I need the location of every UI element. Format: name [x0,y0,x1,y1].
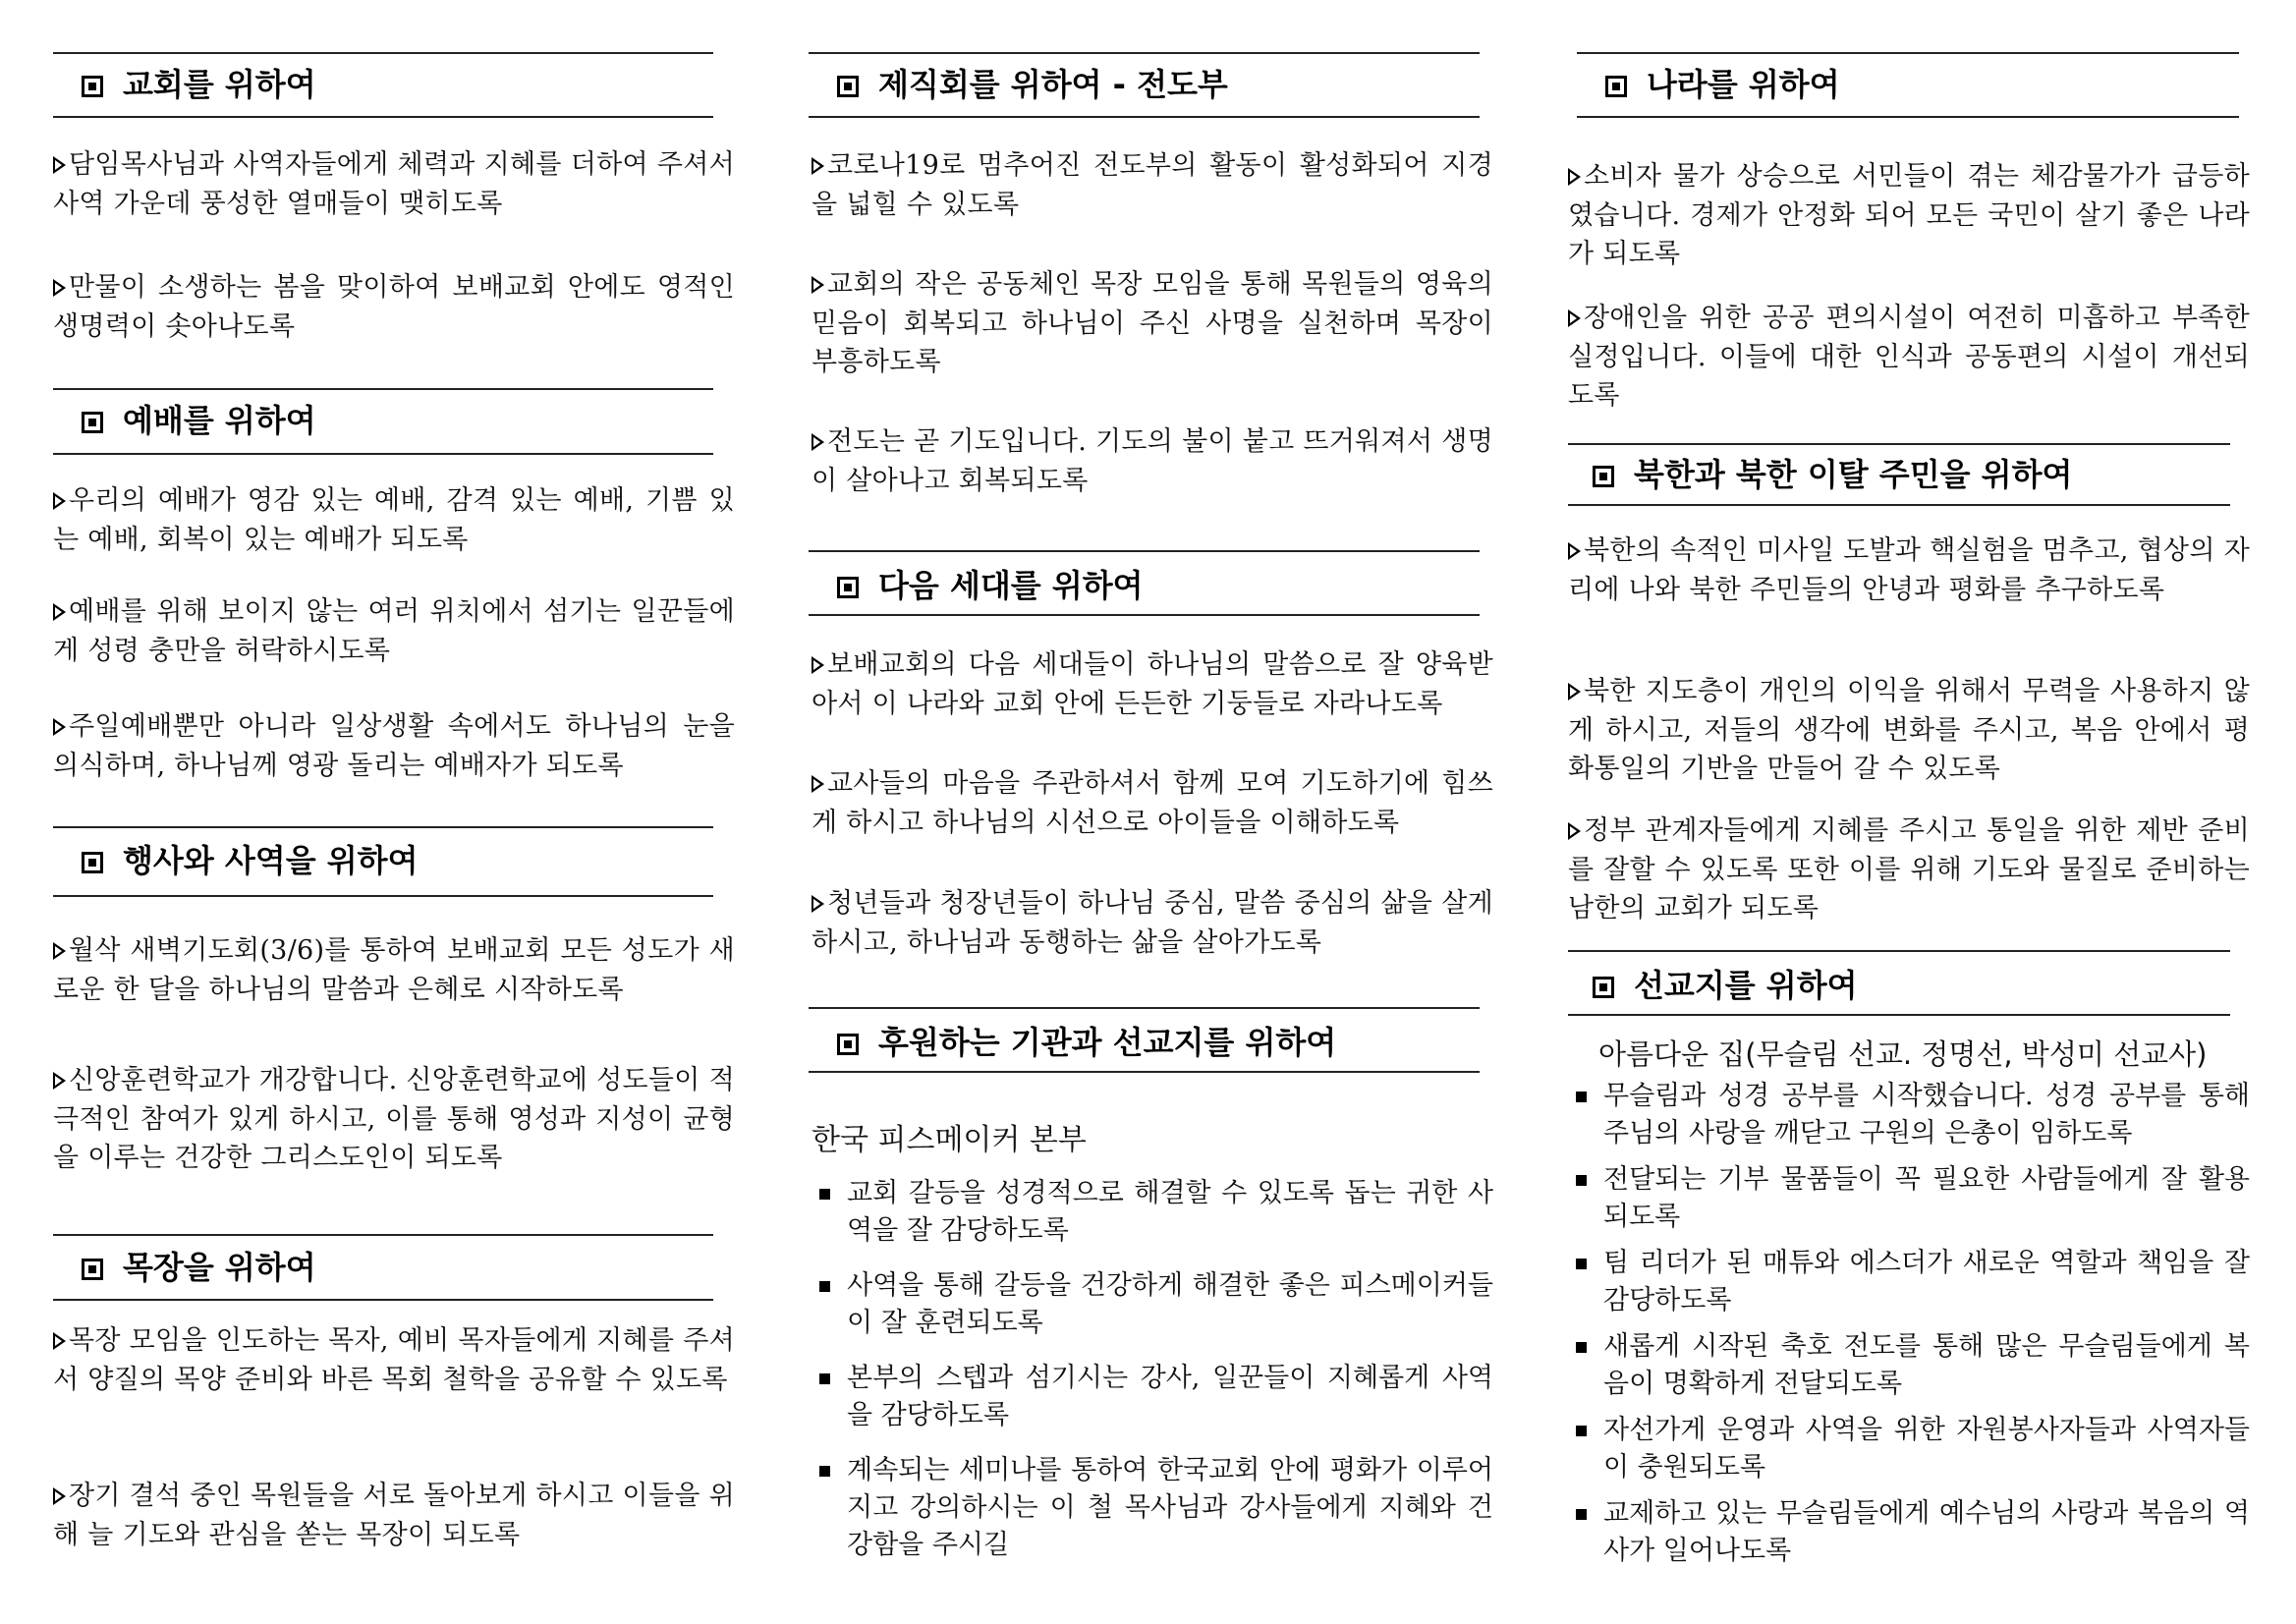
section-header-supported-orgs [837,1023,1336,1062]
square-bullet-icon [82,412,103,433]
prayer-item: 교사들의 마음을 주관하셔서 함께 모여 기도하기에 힘쓰게 하시고 하나님의 시선으로 아이들을 이해하도록 [812,768,1493,838]
square-bullet-icon [82,852,103,873]
triangle-bullet-icon [812,276,824,294]
prayer-item: 목장 모임을 인도하는 목자, 예비 목자들에게 지혜를 주셔서 양질의 목양 준비와 바른 목회 철학을 공유할 수 있도록 [53,1325,735,1395]
triangle-bullet-icon [812,775,824,793]
prayer-item: 소비자 물가 상승으로 서민들이 겪는 체감물가가 급등하였습니다. 경제가 안정화 되어 모든 국민이 살기 좋은 나라가 되도록 [1568,161,2250,269]
section-rule-top [809,1007,1480,1009]
triangle-bullet-icon [53,1487,66,1505]
prayer-item: 장기 결석 중인 목원들을 서로 돌아보게 하시고 이들을 위해 늘 기도와 관심을 쏟는 목장이 되도록 [53,1481,735,1550]
square-bullet-icon [1576,1509,1587,1520]
triangle-bullet-icon [53,942,66,960]
section-title: 교회를 위하여 [123,66,316,103]
prayer-item: 신앙훈련학교가 개강합니다. 신앙훈련학교에 성도들이 적극적인 참여가 있게 하시고, 이를 통해 영성과 지성이 균형을 이루는 건강한 그리스도인이 되도록 [53,1065,735,1173]
section-rule-top [1568,950,2230,952]
triangle-bullet-icon [1568,542,1581,560]
section-header-mission-field [1593,966,1858,1005]
bullet-item: 무슬림과 성경 공부를 시작했습니다. 성경 공부를 통해 주님의 사랑을 깨닫고 구원의 은총이 임하도록 [1568,1078,2250,1152]
section-rule-bottom [53,1299,713,1301]
triangle-bullet-icon [53,279,66,297]
triangle-bullet-icon [812,895,824,913]
section-title: 예배를 위하여 [123,402,316,439]
prayer-item: 교회의 작은 공동체인 목장 모임을 통해 목원들의 영육의 믿음이 회복되고 하나님이 주신 사명을 실천하며 목장이 부흥하도록 [812,269,1493,377]
bullet-item: 교제하고 있는 무슬림들에게 예수님의 사랑과 복음의 역사가 일어나도록 [1568,1495,2250,1570]
square-bullet-icon [819,1189,830,1200]
section-header-next-generation [837,566,1144,605]
bullet-item: 전달되는 기부 물품들이 꼭 필요한 사람들에게 잘 활용되도록 [1568,1161,2250,1236]
square-bullet-icon [1605,76,1627,97]
section-rule-top [1568,443,2230,445]
prayer-item: 북한 지도층이 개인의 이익을 위해서 무력을 사용하지 않게 하시고, 저들의 생각에 변화를 주시고, 복음 안에서 평화통일의 기반을 만들어 갈 수 있도록 [1568,676,2250,784]
section-rule-top [53,388,713,390]
prayer-item: 전도는 곧 기도입니다. 기도의 불이 붙고 뜨거워져서 생명이 살아나고 회복되도록 [812,426,1493,496]
square-bullet-icon [819,1281,830,1292]
section-title: 제직회를 위하여 - 전도부 [878,66,1228,103]
square-bullet-icon [1576,1259,1587,1269]
section-rule-bottom [1577,116,2239,118]
section-title: 북한과 북한 이탈 주민을 위하여 [1634,456,2073,493]
triangle-bullet-icon [53,718,66,736]
section-title: 선교지를 위하여 [1634,967,1858,1004]
triangle-bullet-icon [812,656,824,674]
section-rule-top [53,52,713,54]
square-bullet-icon [837,577,859,598]
square-bullet-icon [82,76,103,97]
triangle-bullet-icon [1568,822,1581,840]
square-bullet-icon [1593,977,1614,998]
prayer-item: 예배를 위해 보이지 않는 여러 위치에서 섬기는 일꾼들에게 성령 충만을 허락하시도록 [53,596,735,666]
triangle-bullet-icon [812,157,824,175]
section-rule-bottom [809,614,1480,616]
section-header-north-korea [1593,455,2072,494]
triangle-bullet-icon [1568,683,1581,700]
prayer-item: 정부 관계자들에게 지혜를 주시고 통일을 위한 제반 준비를 잘할 수 있도록 또한 이를 위해 기도와 물질로 준비하는 남한의 교회가 되도록 [1568,815,2250,924]
square-bullet-icon [1576,1426,1587,1436]
bullet-item: 자선가게 운영과 사역을 위한 자원봉사자들과 사역자들이 충원되도록 [1568,1412,2250,1486]
prayer-item: 담임목사님과 사역자들에게 체력과 지혜를 더하여 주셔서 사역 가운데 풍성한 열매들이 맺히도록 [53,149,735,219]
section-title: 다음 세대를 위하여 [878,567,1144,604]
square-bullet-icon [82,1259,103,1280]
triangle-bullet-icon [812,433,824,451]
section-title: 나라를 위하여 [1647,66,1840,103]
section-rule-top [53,1234,713,1236]
bullet-list [1568,1078,2250,1570]
section-rule-top [809,550,1480,552]
section-rule-bottom [1568,1014,2230,1016]
square-bullet-icon [1576,1342,1587,1353]
triangle-bullet-icon [1568,168,1581,186]
prayer-item: 보배교회의 다음 세대들이 하나님의 말씀으로 잘 양육받아서 이 나라와 교회 안에 든든한 기둥들로 자라나도록 [812,649,1493,719]
bullet-item: 팀 리더가 된 매튜와 에스더가 새로운 역할과 책임을 잘 감당하도록 [1568,1245,2250,1319]
section-rule-bottom [53,453,713,455]
section-rule-top [53,826,713,828]
section-title: 행사와 사역을 위하여 [123,842,419,879]
prayer-item: 청년들과 청장년들이 하나님 중심, 말씀 중심의 삶을 살게 하시고, 하나님과 동행하는 삶을 살아가도록 [812,888,1493,958]
bullet-list [812,1175,1493,1564]
bullet-item: 교회 갈등을 성경적으로 해결할 수 있도록 돕는 귀한 사역을 잘 감당하도록 [812,1175,1493,1250]
prayer-item: 코로나19로 멈추어진 전도부의 활동이 활성화되어 지경을 넓힐 수 있도록 [812,150,1493,220]
section-header-deacons-evangelism [837,65,1228,104]
section-header-church [82,65,316,104]
bullet-item: 새롭게 시작된 축호 전도를 통해 많은 무슬림들에게 복음이 명확하게 전달되도록 [1568,1328,2250,1403]
square-bullet-icon [819,1373,830,1384]
section-rule-bottom [1568,504,2230,506]
organization-name: 한국 피스메이커 본부 [812,1123,1087,1157]
section-rule-bottom [53,116,713,118]
square-bullet-icon [837,1034,859,1055]
section-rule-bottom [809,116,1480,118]
square-bullet-icon [819,1466,830,1477]
section-rule-top [809,52,1480,54]
section-rule-bottom [53,895,713,897]
prayer-item: 월삭 새벽기도회(3/6)를 통하여 보배교회 모든 성도가 새로운 한 달을 하나님의 말씀과 은혜로 시작하도록 [53,935,735,1005]
square-bullet-icon [1576,1092,1587,1102]
section-title: 목장을 위하여 [123,1249,316,1286]
prayer-item: 장애인을 위한 공공 편의시설이 여전히 미흡하고 부족한 실정입니다. 이들에 대한 인식과 공동편의 시설이 개선되도록 [1568,303,2250,411]
section-rule-top [1577,52,2239,54]
section-header-nation [1605,65,1840,104]
section-title: 후원하는 기관과 선교지를 위하여 [878,1024,1337,1061]
bullet-item: 사역을 통해 갈등을 건강하게 해결한 좋은 피스메이커들이 잘 훈련되도록 [812,1267,1493,1342]
square-bullet-icon [1576,1175,1587,1186]
prayer-item: 만물이 소생하는 봄을 맞이하여 보배교회 안에도 영적인 생명력이 솟아나도록 [53,272,735,342]
prayer-item: 주일예배뿐만 아니라 일상생활 속에서도 하나님의 눈을 의식하며, 하나님께 영광 돌리는 예배자가 되도록 [53,711,735,781]
square-bullet-icon [837,76,859,97]
triangle-bullet-icon [53,1332,66,1350]
triangle-bullet-icon [53,1072,66,1090]
bullet-item: 계속되는 세미나를 통하여 한국교회 안에 평화가 이루어지고 강의하시는 이 철 목사님과 강사들에게 지혜와 건강함을 주시길 [812,1452,1493,1564]
section-header-worship [82,401,316,440]
triangle-bullet-icon [53,492,66,510]
section-header-cell-group [82,1248,316,1287]
section-rule-bottom [809,1071,1480,1073]
missionary-name: 아름다운 집(무슬림 선교. 정명선, 박성미 선교사) [1598,1037,2208,1071]
prayer-item: 북한의 속적인 미사일 도발과 핵실험을 멈추고, 협상의 자리에 나와 북한 주민들의 안녕과 평화를 추구하도록 [1568,535,2250,605]
triangle-bullet-icon [53,603,66,621]
section-header-events [82,841,419,880]
triangle-bullet-icon [53,156,66,174]
bullet-item: 본부의 스텝과 섬기시는 강사, 일꾼들이 지혜롭게 사역을 감당하도록 [812,1360,1493,1434]
triangle-bullet-icon [1568,309,1581,327]
prayer-item: 우리의 예배가 영감 있는 예배, 감격 있는 예배, 기쁨 있는 예배, 회복이 있는 예배가 되도록 [53,485,735,555]
square-bullet-icon [1593,466,1614,487]
